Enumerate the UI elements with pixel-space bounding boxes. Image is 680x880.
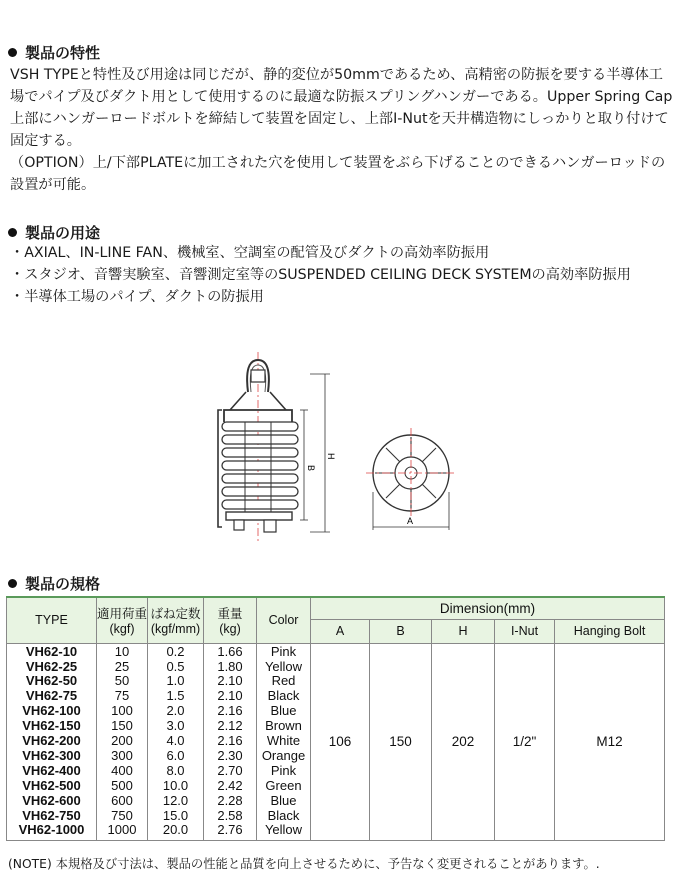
bottom-plate (226, 512, 292, 520)
cell-color: Yellow (264, 658, 303, 674)
bottom-nut (234, 520, 244, 530)
header-dim-bolt: Hanging Bolt (555, 619, 665, 643)
spring-coils (222, 422, 298, 512)
cell-color: Brown (265, 718, 302, 734)
cell-rate: 1.0 (166, 673, 185, 689)
cell-rate: 4.0 (166, 733, 185, 749)
cell-weight: 2.10 (217, 673, 243, 689)
eye-nut (251, 370, 265, 382)
cell-type: VH62-500 (22, 777, 81, 793)
dimension-a-label: A (407, 516, 414, 526)
header-dim-inut: I-Nut (495, 619, 555, 643)
cell-rate: 1.5 (166, 688, 185, 704)
cell-load: 750 (111, 807, 133, 823)
spec-heading: 製品の規格 (8, 573, 100, 594)
cell-color: Black (267, 688, 300, 704)
header-rate: ばね定数 (kgf/mm) (148, 597, 204, 643)
dim-a-value: 106 (311, 643, 370, 840)
header-type: TYPE (7, 597, 97, 643)
cell-load: 400 (111, 762, 133, 778)
header-dimension: Dimension(mm) (311, 597, 665, 619)
spec-note: (NOTE) 本規格及び寸法は、製品の性能と品質を向上させるために、予告なく変更されることがあります。. (8, 857, 600, 871)
uses-item: ・スタジオ、音響実験室、音響測定室等のSUSPENDED CEILING DECK SYSTEMの高効率防振用 (10, 267, 631, 283)
uses-list (10, 242, 675, 308)
cell-type: VH62-300 (22, 747, 81, 763)
dim-h-value: 202 (432, 643, 495, 840)
rate-column (148, 643, 204, 840)
cell-load: 500 (111, 777, 133, 793)
header-dim-a: A (311, 619, 370, 643)
cell-load: 100 (111, 703, 133, 719)
header-dim-b: B (370, 619, 432, 643)
cell-color: Red (271, 673, 296, 689)
cell-type: VH62-1000 (18, 822, 85, 838)
bottom-nut (264, 520, 276, 532)
side-rod (218, 410, 222, 527)
dim-bolt-value: M12 (555, 643, 665, 840)
dimension-b-label: B (306, 465, 316, 472)
weight-column (204, 643, 257, 840)
cell-rate: 2.0 (166, 703, 185, 719)
cell-rate: 15.0 (162, 807, 189, 823)
features-text (10, 64, 675, 196)
cell-type: VH62-10 (25, 643, 78, 659)
header-load: 適用荷重 (kgf) (97, 597, 148, 643)
spec-table (6, 596, 665, 841)
bullet-dot-icon (8, 228, 17, 237)
load-column (97, 643, 148, 840)
cell-color: Orange (261, 747, 306, 763)
color-column (257, 643, 311, 840)
cell-weight: 2.28 (217, 792, 243, 808)
cell-type: VH62-25 (25, 658, 78, 674)
cell-load: 25 (114, 658, 130, 674)
uses-item: ・半導体工場のパイプ、ダクトの防振用 (10, 289, 264, 305)
dim-b-value: 150 (370, 643, 432, 840)
uses-heading: 製品の用途 (8, 222, 100, 243)
cell-type: VH62-600 (22, 792, 81, 808)
features-paragraph-1: VSH TYPEと特性及び用途は同じだが、静的変位が50mmであるため、高精密の防振を要する半導体工場でパイプ及びダクト用として使用するのに最適な防振スプリングハンガーである。Upper Spring Cap上部にハンガーロードボルトを締結して装置を固定し、上部I-Nutを天井構造物にしっかりと取り付けて固定する。 (10, 67, 673, 149)
type-column (7, 643, 97, 840)
cell-color: White (266, 733, 301, 749)
cell-color: Green (265, 777, 302, 793)
cell-weight: 2.76 (217, 822, 243, 838)
cell-rate: 6.0 (166, 747, 185, 763)
bullet-dot-icon (8, 579, 17, 588)
cell-load: 10 (114, 643, 130, 659)
header-weight: 重量 (kg) (204, 597, 257, 643)
uses-item: ・AXIAL、IN-LINE FAN、機械室、空調室の配管及びダクトの高効率防振用 (10, 245, 490, 261)
cell-color: Blue (270, 792, 297, 808)
header-dim-h: H (432, 619, 495, 643)
cell-type: VH62-400 (22, 762, 81, 778)
cell-load: 150 (111, 718, 133, 734)
dimension-h-label: H (326, 453, 336, 460)
cell-color: Black (267, 807, 300, 823)
cell-rate: 0.2 (166, 643, 185, 659)
cell-weight: 2.58 (217, 807, 243, 823)
cell-load: 200 (111, 733, 133, 749)
cell-rate: 0.5 (166, 658, 185, 674)
cell-type: VH62-50 (25, 673, 78, 689)
cell-type: VH62-750 (22, 807, 81, 823)
cell-color: Blue (270, 703, 297, 719)
cell-weight: 2.42 (217, 777, 243, 793)
bullet-dot-icon (8, 48, 17, 57)
cell-type: VH62-150 (22, 718, 81, 734)
cell-rate: 3.0 (166, 718, 185, 734)
cell-rate: 10.0 (162, 777, 189, 793)
cell-color: Pink (270, 762, 297, 778)
cell-type: VH62-200 (22, 733, 81, 749)
features-heading: 製品の特性 (8, 42, 100, 63)
cell-color: Yellow (264, 822, 303, 838)
cell-load: 75 (114, 688, 130, 704)
cell-weight: 2.30 (217, 747, 243, 763)
cell-weight: 2.12 (217, 718, 243, 734)
cell-weight: 1.80 (217, 658, 243, 674)
hanger-drawing (200, 352, 470, 542)
dim-inut-value: 1/2" (495, 643, 555, 840)
cell-load: 50 (114, 673, 130, 689)
cell-load: 1000 (107, 822, 137, 838)
cell-weight: 2.10 (217, 688, 243, 704)
cell-color: Pink (270, 643, 297, 659)
top-view (366, 428, 456, 530)
features-paragraph-2: （OPTION）上/下部PLATEに加工された穴を使用して装置をぶら下げることのできるハンガーロッドの設置が可能。 (10, 155, 666, 193)
cell-type: VH62-100 (22, 703, 81, 719)
cell-rate: 12.0 (162, 792, 189, 808)
cell-weight: 2.70 (217, 762, 243, 778)
cell-type: VH62-75 (25, 688, 78, 704)
cell-rate: 20.0 (162, 822, 189, 838)
cell-load: 300 (111, 747, 133, 763)
cell-weight: 1.66 (217, 643, 243, 659)
cell-weight: 2.16 (217, 703, 243, 719)
cell-load: 600 (111, 792, 133, 808)
cell-weight: 2.16 (217, 733, 243, 749)
header-color: Color (257, 597, 311, 643)
cell-rate: 8.0 (166, 762, 185, 778)
